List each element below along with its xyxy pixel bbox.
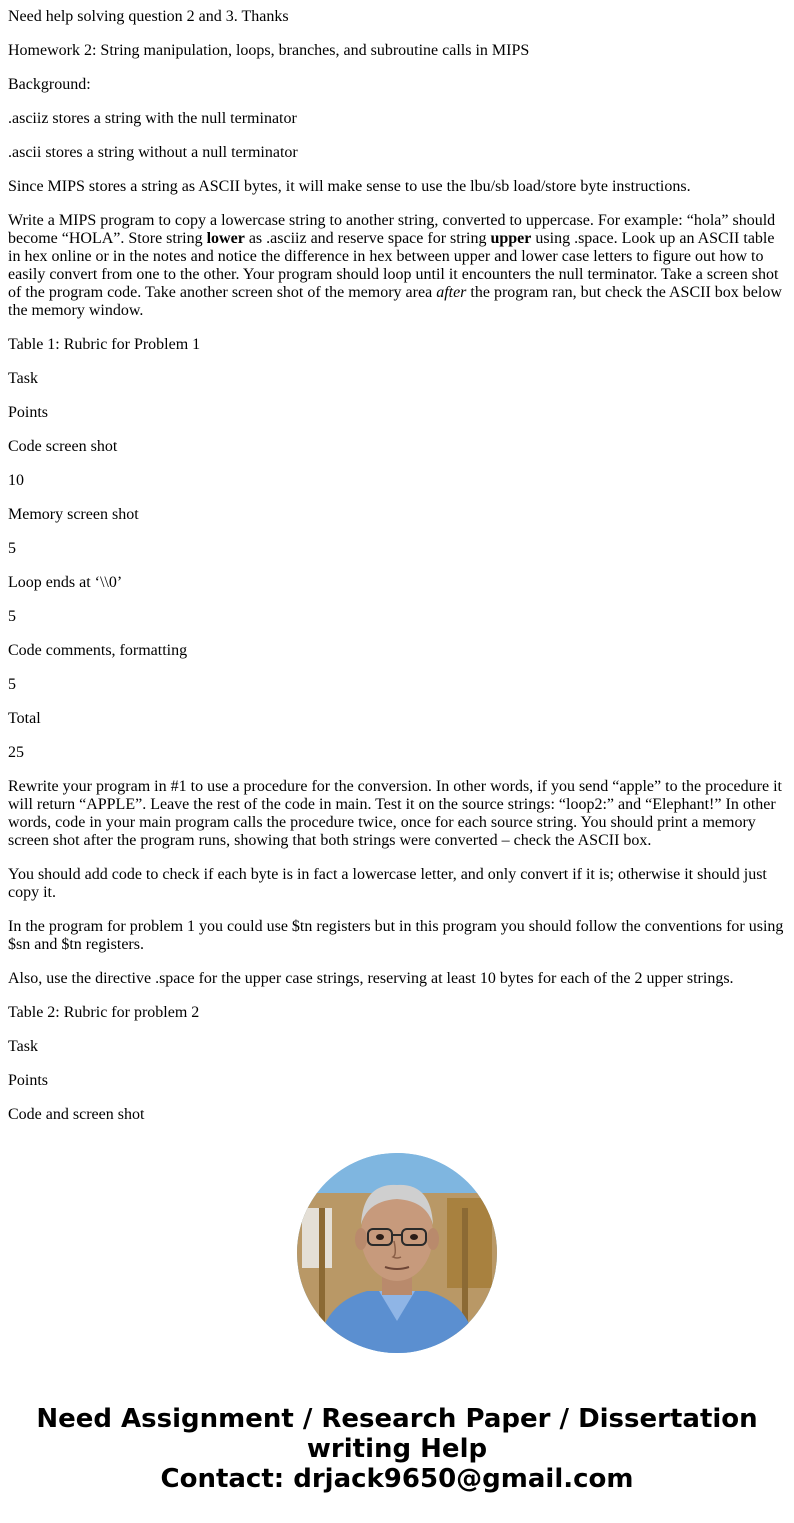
problem2-paragraph-1: Rewrite your program in #1 to use a procedure for the conversion. In other words, if you send “apple” to the procedure it will return “APPLE”. Leave the rest of the code in main. Test it on the source strings: “loop2:” and “Elephant!” In other words, code in your main program calls the procedure twice, once for each source string. You should print a memory screen shot after the program runs, showing that both strings were converted – check the ASCII box. [8, 778, 782, 849]
table2-header-points: Points [8, 1072, 49, 1089]
problem1-bold-lower: lower [206, 230, 245, 247]
table1-row-points: 5 [8, 676, 16, 693]
problem1-text-3: using .space. Look up an ASCII table in hex online or in the notes and notice the difference in hex between upper and lower case letters to figure out how to easily convert from one to the other. Your program should loop until it encounters the null terminator. Take a screen shot of the program code. Take another screen shot of the memory area [8, 230, 779, 301]
table1-row-task: Code comments, formatting [8, 642, 188, 659]
table1-caption: Table 1: Rubric for Problem 1 [8, 336, 201, 353]
problem1-bold-upper: upper [490, 230, 532, 247]
table1-total-points: 25 [8, 744, 24, 761]
table1-row-points: 5 [8, 608, 16, 625]
table2-row-task: Code and screen shot [8, 1106, 145, 1123]
table1-total-label: Total [8, 710, 41, 727]
problem1-text-4: the program ran, but check the ASCII box below the memory window. [8, 284, 782, 319]
intro-text: Need help solving question 2 and 3. Thanks [8, 8, 289, 25]
problem1-italic-after: after [436, 284, 467, 301]
lbu-line: Since MIPS stores a string as ASCII bytes, it will make sense to use the lbu/sb load/store byte instructions. [8, 178, 691, 195]
table1-header-task: Task [8, 370, 38, 387]
problem1-paragraph [8, 212, 786, 320]
table1-row-task: Loop ends at ‘\\0’ [8, 574, 123, 591]
table1-row-points: 10 [8, 472, 24, 489]
table1-row-task: Code screen shot [8, 438, 118, 455]
promo-banner [0, 1404, 794, 1494]
table2-caption: Table 2: Rubric for problem 2 [8, 1004, 200, 1021]
promo-contact: Contact: drjack9650@gmail.com [160, 1464, 634, 1494]
avatar [297, 1153, 497, 1353]
promo-line-2: writing Help [306, 1434, 488, 1464]
ascii-line: .ascii stores a string without a null terminator [8, 144, 298, 161]
problem2-paragraph-3: In the program for problem 1 you could use $tn registers but in this program you should follow the conventions for using $sn and $tn registers. [8, 918, 784, 953]
problem2-paragraph-4: Also, use the directive .space for the upper case strings, reserving at least 10 bytes for each of the 2 upper strings. [8, 970, 734, 987]
homework-title: Homework 2: String manipulation, loops, branches, and subroutine calls in MIPS [8, 42, 530, 59]
asciiz-line: .asciiz stores a string with the null terminator [8, 110, 297, 127]
table1-row-points: 5 [8, 540, 16, 557]
problem2-paragraph-2: You should add code to check if each byte is in fact a lowercase letter, and only convert if it is; otherwise it should just copy it. [8, 866, 767, 901]
promo-line-1: Need Assignment / Research Paper / Dissertation [36, 1404, 758, 1434]
table1-row-task: Memory screen shot [8, 506, 139, 523]
avatar-portrait [297, 1153, 497, 1353]
problem1-text-1: Write a MIPS program to copy a lowercase string to another string, converted to uppercase. For example: “hola” should become “HOLA”. Store string [8, 212, 776, 247]
background-label: Background: [8, 76, 91, 93]
problem1-text-2: as .asciiz and reserve space for string [244, 230, 491, 247]
table1-header-points: Points [8, 404, 49, 421]
table2-header-task: Task [8, 1038, 38, 1055]
